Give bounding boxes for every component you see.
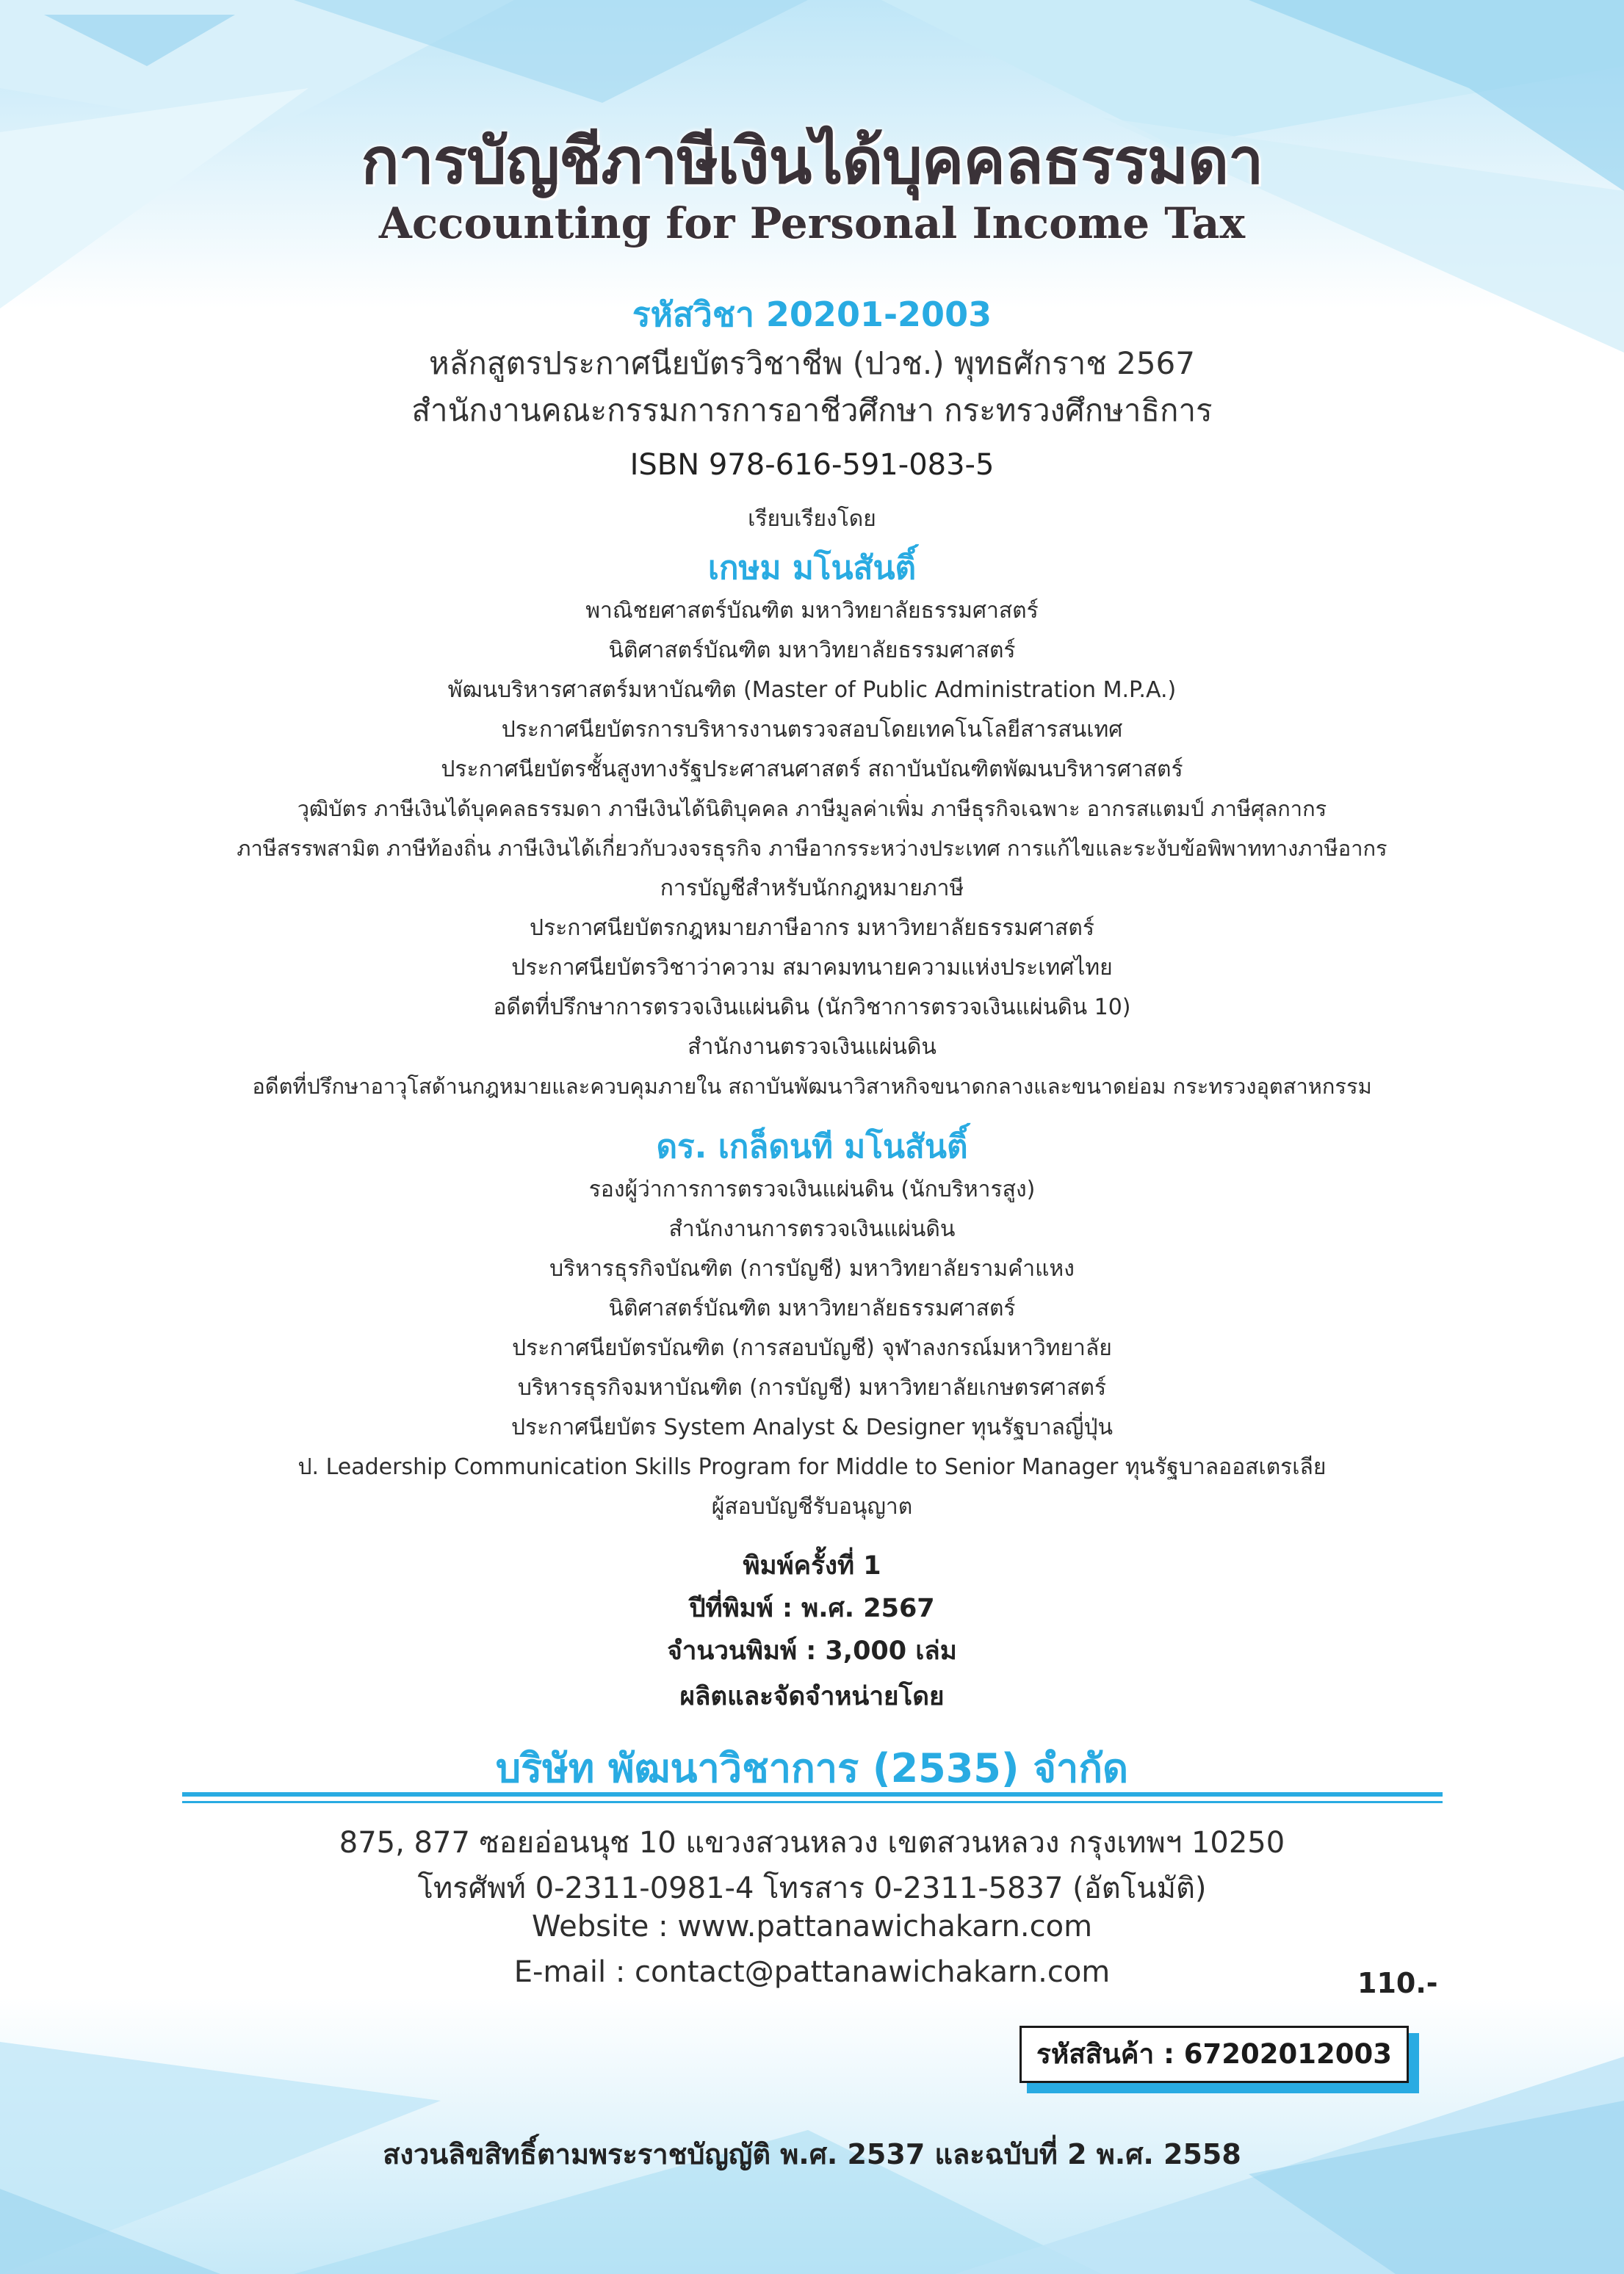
edition-text: พิมพ์ครั้งที่ 1 bbox=[743, 1551, 881, 1581]
publisher-email: E-mail : contact@pattanawichakarn.com bbox=[513, 1955, 1111, 1989]
curriculum-text: หลักสูตรประกาศนียบัตรวิชาชีพ (ปวช.) พุทธศักราช 2567 bbox=[428, 345, 1195, 381]
author2-credential: ประกาศนียบัตร System Analyst & Designer ทุนรัฐบาลญี่ปุ่น bbox=[510, 1415, 1114, 1440]
author1-credential: ประกาศนียบัตรวิชาว่าความ สมาคมทนายความแห่งประเทศไทย bbox=[511, 955, 1113, 981]
product-code-box: รหัสสินค้า : 67202012003 bbox=[1019, 2026, 1409, 2083]
author2-credential: ผู้สอบบัญชีรับอนุญาต bbox=[711, 1494, 913, 1520]
author1-credential: ประกาศนียบัตรกฎหมายภาษีอากร มหาวิทยาลัยธรรมศาสตร์ bbox=[530, 915, 1094, 941]
author1-credential: พัฒนบริหารศาสตร์มหาบัณฑิต (Master of Public Administration M.P.A.) bbox=[447, 677, 1177, 703]
author2-credential: บริหารธุรกิจบัณฑิต (การบัญชี) มหาวิทยาลัยรามคำแหง bbox=[549, 1256, 1075, 1282]
author2-name: ดร. เกล็ดนที มโนสันติ์ bbox=[656, 1128, 968, 1166]
isbn: ISBN 978-616-591-083-5 bbox=[629, 448, 995, 482]
author2-credential: รองผู้ว่าการการตรวจเงินแผ่นดิน (นักบริหารสูง) bbox=[588, 1177, 1036, 1202]
divider bbox=[182, 1801, 1443, 1803]
title-english: Accounting for Personal Income Tax bbox=[378, 198, 1246, 248]
author1-credential: อดีตที่ปรึกษาการตรวจเงินแผ่นดิน (นักวิชาการตรวจเงินแผ่นดิน 10) bbox=[493, 995, 1131, 1020]
author2-credential: บริหารธุรกิจมหาบัณฑิต (การบัญชี) มหาวิทยาลัยเกษตรศาสตร์ bbox=[517, 1375, 1107, 1401]
print-year-text: ปีที่พิมพ์ : พ.ศ. 2567 bbox=[689, 1594, 935, 1623]
publisher-phone: โทรศัพท์ 0-2311-0981-4 โทรสาร 0-2311-5837 (อัตโนมัติ) bbox=[417, 1871, 1207, 1905]
author1-credential: สำนักงานตรวจเงินแผ่นดิน bbox=[688, 1034, 936, 1060]
copyright-notice: สงวนลิขสิทธิ์ตามพระราชบัญญัติ พ.ศ. 2537 และฉบับที่ 2 พ.ศ. 2558 bbox=[383, 2138, 1241, 2170]
price-label: 110.- bbox=[1357, 1967, 1438, 1999]
author1-name: เกษม มโนสันติ์ bbox=[707, 549, 917, 587]
author1-credential: ประกาศนียบัตรการบริหารงานตรวจสอบโดยเทคโนโลยีสารสนเทศ bbox=[501, 717, 1123, 743]
author2-credential: ป. Leadership Communication Skills Program for Middle to Senior Manager ทุนรัฐบาลออสเตรเลีย bbox=[297, 1454, 1327, 1480]
print-copies-text: จำนวนพิมพ์ : 3,000 เล่ม bbox=[667, 1636, 957, 1666]
office-text: สำนักงานคณะกรรมการการอาชีวศึกษา กระทรวงศึกษาธิการ bbox=[411, 392, 1213, 428]
author2-credential: นิติศาสตร์บัณฑิต มหาวิทยาลัยธรรมศาสตร์ bbox=[608, 1296, 1016, 1321]
author2-credential: สำนักงานการตรวจเงินแผ่นดิน bbox=[668, 1216, 956, 1242]
distributed-by-label: ผลิตและจัดจำหน่ายโดย bbox=[679, 1682, 945, 1711]
publisher-name: บริษัท พัฒนาวิชาการ (2535) จำกัด bbox=[495, 1745, 1129, 1791]
author1-credential: อดีตที่ปรึกษาอาวุโสด้านกฎหมายและควบคุมภายใน สถาบันพัฒนาวิสาหกิจขนาดกลางและขนาดย่อม กระทรวงอุตสาหกรรม bbox=[252, 1074, 1372, 1099]
divider bbox=[182, 1792, 1443, 1797]
author2-credential: ประกาศนียบัตรบัณฑิต (การสอบบัญชี) จุฬาลงกรณ์มหาวิทยาลัย bbox=[512, 1335, 1112, 1361]
author1-credential: ประกาศนียบัตรชั้นสูงทางรัฐประศาสนศาสตร์ สถาบันบัณฑิตพัฒนบริหารศาสตร์ bbox=[441, 757, 1183, 782]
author1-credential: วุฒิบัตร ภาษีเงินได้บุคคลธรรมดา ภาษีเงินได้นิติบุคคล ภาษีมูลค่าเพิ่ม ภาษีธุรกิจเฉพาะ อากรสแตมป์ ภาษีศุลกากร bbox=[297, 796, 1327, 821]
title-thai: การบัญชีภาษีเงินได้บุคคลธรรมดา bbox=[361, 125, 1263, 198]
author1-credential: การบัญชีสำหรับนักกฎหมายภาษี bbox=[660, 876, 964, 901]
author1-credential: ภาษีสรรพสามิต ภาษีท้องถิ่น ภาษีเงินได้เกี่ยวกับวงจรธุรกิจ ภาษีอากรระหว่างประเทศ การแก้ไขและระงับข้อพิพาททางภาษีอากร bbox=[237, 836, 1387, 861]
author1-credential: นิติศาสตร์บัณฑิต มหาวิทยาลัยธรรมศาสตร์ bbox=[608, 638, 1016, 663]
author1-credential: พาณิชยศาสตร์บัณฑิต มหาวิทยาลัยธรรมศาสตร์ bbox=[585, 598, 1039, 624]
publisher-website: Website : www.pattanawichakarn.com bbox=[531, 1910, 1093, 1943]
publisher-address: 875, 877 ซอยอ่อนนุช 10 แขวงสวนหลวง เขตสวนหลวง กรุงเทพฯ 10250 bbox=[339, 1826, 1285, 1860]
course-code: รหัสวิชา 20201-2003 bbox=[632, 295, 992, 334]
compiled-by-label: เรียบเรียงโดย bbox=[748, 506, 876, 532]
